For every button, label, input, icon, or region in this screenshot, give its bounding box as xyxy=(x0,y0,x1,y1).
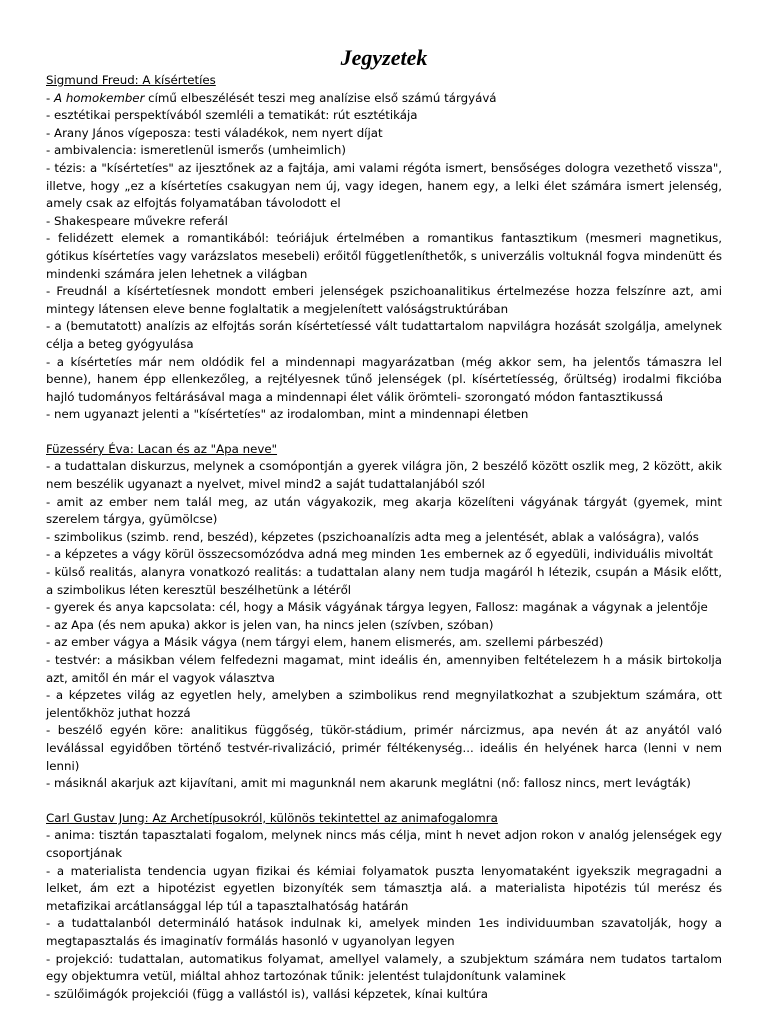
note-item: - a képzetes a vágy körül összecsomózódva adná meg minden 1es embernek az ő egyedüli, individuális mivoltát xyxy=(46,547,713,562)
note-item: - a kísértetíes már nem oldódik fel a mindennapi magyarázatban (még akkor sem, ha jelentős támaszra lel benne), hanem épp ellenkezőleg, a rejtélyesnek tűnő jelenségek (pl. kísértetíesség, őrültség) irodalmi fikcióba hajló tudományos feltárásával maga a mindennapi élet válik örömteli- szorongató módon fantasztikussá xyxy=(46,354,722,404)
note-item: - szimbolikus (szimb. rend, beszéd), képzetes (pszichoanalízis adta meg a jelentését, ablak a valóságra), valós xyxy=(46,529,699,544)
note-item: - gyerek és anya kapcsolata: cél, hogy a Másik vágyának tárgya legyen, Fallosz: magának a vágynak a jelentője xyxy=(46,600,708,615)
note-item: - a materialista tendencia ugyan fizikai és kémiai folyamatok puszta lenyomataként igyekszik megragadni a lelket, ám ezt a hipotézist egyetlen bizonyíték sem támasztja alá. a materialista hipotézis túl merész és metafizikai arcátlansággal lép túl a tapasztalhatóság határán xyxy=(46,863,722,913)
note-item: - ambivalencia: ismeretlenül ismerős (umheimlich) xyxy=(46,143,346,158)
note-item: - projekció: tudattalan, automatikus folyamat, amellyel valamely, a szubjektum számára nem tudatos tartalom egy objektumra vetül, miáltal ahhoz tartozónak tűnik: jelentést tulajdonítunk valaminek xyxy=(46,951,722,984)
note-item: - a tudattalanból determináló hatások indulnak ki, amelyek minden 1es individuumban szavatolják, hogy a megtapasztalás és imaginatív formálás hasonló v ugyanolyan legyen xyxy=(46,916,722,948)
note-item-text: című elbeszélését teszi meg analízise első számú tárgyává xyxy=(144,90,497,105)
notes-body xyxy=(46,72,722,1003)
note-item: - az Apa (és nem apuka) akkor is jelen van, ha nincs jelen (szívben, szóban) xyxy=(46,617,494,632)
note-item: - Shakespeare művekre referál xyxy=(46,213,228,228)
note-item: - a tudattalan diskurzus, melynek a csomópontján a gyerek világra jön, 2 beszélő között oszlik meg, 2 között, akik nem beszélik ugyanazt a nyelvet, mivel mind2 a saját tudattalanjából szól xyxy=(46,459,722,492)
section-heading: Carl Gustav Jung: Az Archetípusokról, különös tekintettel az animafogalomra xyxy=(46,810,498,825)
note-item: - Freudnál a kísértetíesnek mondott emberi jelenségek pszichoanalitikus értelmezése hozza felszínre azt, ami mintegy látensen eleve benne foglaltatik a megjelenített valóságstruktúrában xyxy=(46,284,722,316)
notes-section xyxy=(46,810,722,1004)
note-item: - külső realitás, alanyra vonatkozó realitás: a tudattalan alany nem tudja magáról h létezik, csupán a Másik előtt, a szimbolikus léten keresztül beszélhetünk a létéről xyxy=(46,565,722,597)
note-item: - nem ugyanazt jelenti a "kísértetíes" az irodalomban, mint a mindennapi életben xyxy=(46,407,529,422)
note-item: - beszélő egyén köre: analitikus függőség, tükör-stádium, primér nárcizmus, apa nevén át az anyától való leválással egyidőben történő testvér-rivalizáció, primér féltékenység... ideális én helyének harca (lenni v nem lenni) xyxy=(46,723,722,773)
note-item xyxy=(46,90,722,108)
note-item-italic: A homokember xyxy=(54,90,145,105)
page-title: Jegyzetek xyxy=(340,45,428,70)
note-item: - tézis: a "kísértetíes" az ijesztőnek az a fajtája, ami valami régóta ismert, bensőséges dologra vezethető vissza", illetve, hogy „ez a kísértetíes csakugyan nem új, vagy idegen, hanem egy, a lelki élet számára ismert jelenség, amely csak az elfojtás folyamatában távolodott el xyxy=(46,160,722,211)
note-item: - másiknál akarjuk azt kijavítani, amit mi magunknál nem akarunk meglátni (nő: fallosz nincs, mert levágták) xyxy=(46,776,691,791)
note-item: - Arany János vígeposza: testi váladékok, nem nyert díjat xyxy=(46,125,383,140)
note-item: - amit az ember nem talál meg, az után vágyakozik, meg akarja közelíteni vágyának tárgyát (gyemek, mint szerelem tárgya, gyümölcse) xyxy=(46,494,722,527)
note-item: - felidézett elemek a romantikából: teóriájuk értelmében a romantikus fantasztikum (mesmeri magnetikus, gótikus kísértetíes vagy varázslatos mesebeli) erőitől függetleníthetők, s univerzális voltuknál fogva mindenütt és mindenki számára jelen lehetnek a világban xyxy=(46,231,722,281)
note-item: - testvér: a másikban vélem felfedezni magamat, mint ideális én, amennyiben feltételezem h a másik birtokolja azt, amitől én már el vagyok választva xyxy=(46,653,722,685)
note-item: - anima: tisztán tapasztalati fogalom, melynek nincs más célja, mint h nevet adjon rokon v analóg jelenségek egy csoportjának xyxy=(46,828,722,860)
note-item: - szülőimágók projekciói (függ a vallástól is), vallási képzetek, kínai kultúra xyxy=(46,986,488,1001)
notes-section xyxy=(46,72,722,424)
note-item: - az ember vágya a Másik vágya (nem tárgyi elem, hanem elismerés, am. szellemi párbeszéd) xyxy=(46,635,604,650)
section-heading: Sigmund Freud: A kísértetíes xyxy=(46,73,216,87)
note-item-text: - xyxy=(46,90,55,105)
note-item: - a (bemutatott) analízis az elfojtás során kísértetíessé vált tudattartalom napvilágra hozását szolgálja, amelynek célja a beteg gyógyulása xyxy=(46,319,722,351)
note-item: - esztétikai perspektívából szemléli a tematikát: rút esztétikája xyxy=(46,108,418,123)
notes-section xyxy=(46,441,722,793)
note-item: - a képzetes világ az egyetlen hely, amelyben a szimbolikus rend megnyilatkozhat a szubjektum számára, ott jelentőkhöz juthat hozzá xyxy=(46,688,722,720)
section-heading: Füzesséry Éva: Lacan és az "Apa neve" xyxy=(46,441,278,456)
